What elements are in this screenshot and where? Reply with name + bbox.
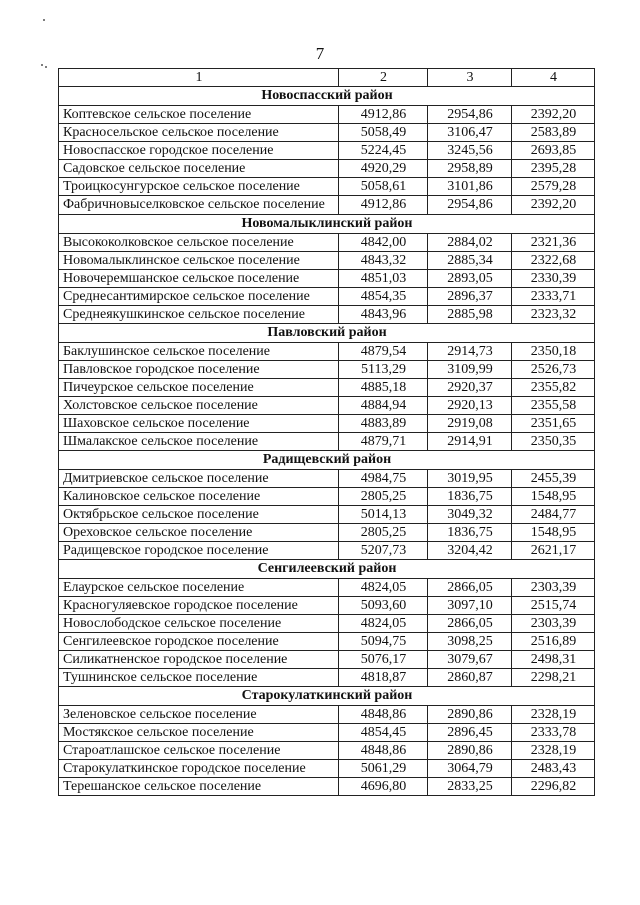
value-col-2: 4912,86 xyxy=(339,106,428,124)
value-col-4: 1548,95 xyxy=(512,488,595,506)
value-col-3: 2958,89 xyxy=(428,160,512,178)
table-row xyxy=(59,306,595,324)
value-col-2: 4848,86 xyxy=(339,742,428,760)
table-row xyxy=(59,124,595,142)
value-col-2: 5014,13 xyxy=(339,506,428,524)
value-col-3: 3019,95 xyxy=(428,470,512,488)
settlement-name: Павловское городское поселение xyxy=(59,361,339,379)
table-row xyxy=(59,488,595,506)
settlement-name: Красносельское сельское поселение xyxy=(59,124,339,142)
value-col-3: 2896,45 xyxy=(428,724,512,742)
settlement-name: Терешанское сельское поселение xyxy=(59,778,339,796)
settlement-name: Новослободское сельское поселение xyxy=(59,615,339,633)
table-row xyxy=(59,542,595,560)
table-row xyxy=(59,343,595,361)
value-col-3: 2893,05 xyxy=(428,270,512,288)
table-row xyxy=(59,669,595,687)
value-col-4: 2516,89 xyxy=(512,633,595,651)
column-header-row xyxy=(59,69,595,87)
value-col-3: 3079,67 xyxy=(428,651,512,669)
table-row xyxy=(59,196,595,215)
value-col-3: 2896,37 xyxy=(428,288,512,306)
table-row xyxy=(59,252,595,270)
value-col-4: 2515,74 xyxy=(512,597,595,615)
district-name: Новомалыклинский район xyxy=(59,215,595,234)
settlement-name: Ореховское сельское поселение xyxy=(59,524,339,542)
table-row xyxy=(59,470,595,488)
settlement-name: Высококолковское сельское поселение xyxy=(59,234,339,252)
value-col-3: 3049,32 xyxy=(428,506,512,524)
value-col-4: 2693,85 xyxy=(512,142,595,160)
value-col-2: 5076,17 xyxy=(339,651,428,669)
table-row xyxy=(59,724,595,742)
district-header-row xyxy=(59,687,595,706)
value-col-2: 4885,18 xyxy=(339,379,428,397)
value-col-4: 2333,71 xyxy=(512,288,595,306)
table-row xyxy=(59,379,595,397)
value-col-2: 4843,96 xyxy=(339,306,428,324)
table-row xyxy=(59,506,595,524)
value-col-4: 2579,28 xyxy=(512,178,595,196)
value-col-3: 2885,34 xyxy=(428,252,512,270)
table-row xyxy=(59,234,595,252)
value-col-2: 5058,61 xyxy=(339,178,428,196)
table-row xyxy=(59,760,595,778)
table-row xyxy=(59,778,595,796)
district-name: Новоспасский район xyxy=(59,87,595,106)
value-col-2: 4920,29 xyxy=(339,160,428,178)
table-row xyxy=(59,415,595,433)
tariff-table xyxy=(58,68,595,796)
value-col-3: 2885,98 xyxy=(428,306,512,324)
table-body xyxy=(59,87,595,796)
value-col-3: 2890,86 xyxy=(428,742,512,760)
value-col-4: 2328,19 xyxy=(512,706,595,724)
table-row xyxy=(59,397,595,415)
value-col-2: 4818,87 xyxy=(339,669,428,687)
value-col-3: 2954,86 xyxy=(428,106,512,124)
value-col-2: 4824,05 xyxy=(339,579,428,597)
district-name: Сенгилеевский район xyxy=(59,560,595,579)
scan-speck xyxy=(41,64,43,66)
table-row xyxy=(59,651,595,669)
table-row xyxy=(59,288,595,306)
value-col-3: 3106,47 xyxy=(428,124,512,142)
value-col-3: 1836,75 xyxy=(428,524,512,542)
district-name: Старокулаткинский район xyxy=(59,687,595,706)
value-col-2: 4879,54 xyxy=(339,343,428,361)
settlement-name: Коптевское сельское поселение xyxy=(59,106,339,124)
table-row xyxy=(59,106,595,124)
settlement-name: Сенгилеевское городское поселение xyxy=(59,633,339,651)
table-row xyxy=(59,178,595,196)
value-col-3: 2919,08 xyxy=(428,415,512,433)
value-col-2: 5207,73 xyxy=(339,542,428,560)
value-col-2: 4854,45 xyxy=(339,724,428,742)
settlement-name: Старокулаткинское городское поселение xyxy=(59,760,339,778)
value-col-2: 5093,60 xyxy=(339,597,428,615)
settlement-name: Тушнинское сельское поселение xyxy=(59,669,339,687)
district-name: Павловский район xyxy=(59,324,595,343)
value-col-2: 4912,86 xyxy=(339,196,428,215)
settlement-name: Калиновское сельское поселение xyxy=(59,488,339,506)
value-col-3: 3109,99 xyxy=(428,361,512,379)
value-col-3: 2954,86 xyxy=(428,196,512,215)
value-col-4: 2526,73 xyxy=(512,361,595,379)
settlement-name: Мостякское сельское поселение xyxy=(59,724,339,742)
value-col-2: 2805,25 xyxy=(339,524,428,542)
settlement-name: Октябрьское сельское поселение xyxy=(59,506,339,524)
value-col-4: 2351,65 xyxy=(512,415,595,433)
value-col-4: 2455,39 xyxy=(512,470,595,488)
settlement-name: Троицкосунгурское сельское поселение xyxy=(59,178,339,196)
table-row xyxy=(59,433,595,451)
column-header-3: 3 xyxy=(428,69,512,87)
settlement-name: Шаховское сельское поселение xyxy=(59,415,339,433)
settlement-name: Красногуляевское городское поселение xyxy=(59,597,339,615)
value-col-3: 3245,56 xyxy=(428,142,512,160)
settlement-name: Холстовское сельское поселение xyxy=(59,397,339,415)
table-row xyxy=(59,361,595,379)
value-col-3: 2890,86 xyxy=(428,706,512,724)
value-col-2: 5113,29 xyxy=(339,361,428,379)
value-col-4: 2355,82 xyxy=(512,379,595,397)
value-col-3: 3064,79 xyxy=(428,760,512,778)
district-header-row xyxy=(59,87,595,106)
settlement-name: Садовское сельское поселение xyxy=(59,160,339,178)
value-col-2: 5061,29 xyxy=(339,760,428,778)
settlement-name: Зеленовское сельское поселение xyxy=(59,706,339,724)
value-col-2: 4848,86 xyxy=(339,706,428,724)
settlement-name: Баклушинское сельское поселение xyxy=(59,343,339,361)
table-row xyxy=(59,633,595,651)
value-col-4: 2303,39 xyxy=(512,579,595,597)
value-col-4: 2621,17 xyxy=(512,542,595,560)
value-col-4: 2333,78 xyxy=(512,724,595,742)
table-row xyxy=(59,524,595,542)
value-col-2: 4883,89 xyxy=(339,415,428,433)
value-col-2: 4824,05 xyxy=(339,615,428,633)
value-col-4: 2350,18 xyxy=(512,343,595,361)
value-col-4: 2484,77 xyxy=(512,506,595,524)
settlement-name: Шмалакское сельское поселение xyxy=(59,433,339,451)
value-col-4: 2303,39 xyxy=(512,615,595,633)
value-col-3: 2884,02 xyxy=(428,234,512,252)
settlement-name: Елаурское сельское поселение xyxy=(59,579,339,597)
value-col-4: 2583,89 xyxy=(512,124,595,142)
value-col-4: 1548,95 xyxy=(512,524,595,542)
value-col-2: 4884,94 xyxy=(339,397,428,415)
value-col-3: 1836,75 xyxy=(428,488,512,506)
value-col-2: 5224,45 xyxy=(339,142,428,160)
value-col-3: 2860,87 xyxy=(428,669,512,687)
value-col-4: 2322,68 xyxy=(512,252,595,270)
district-header-row xyxy=(59,324,595,343)
value-col-4: 2328,19 xyxy=(512,742,595,760)
value-col-2: 4843,32 xyxy=(339,252,428,270)
scan-speck xyxy=(45,66,47,68)
value-col-4: 2330,39 xyxy=(512,270,595,288)
value-col-4: 2483,43 xyxy=(512,760,595,778)
table-row xyxy=(59,597,595,615)
value-col-2: 4696,80 xyxy=(339,778,428,796)
value-col-3: 3098,25 xyxy=(428,633,512,651)
table-row xyxy=(59,706,595,724)
value-col-2: 4854,35 xyxy=(339,288,428,306)
settlement-name: Новоспасское городское поселение xyxy=(59,142,339,160)
table-row xyxy=(59,160,595,178)
district-name: Радищевский район xyxy=(59,451,595,470)
value-col-4: 2498,31 xyxy=(512,651,595,669)
value-col-4: 2323,32 xyxy=(512,306,595,324)
settlement-name: Новочеремшанское сельское поселение xyxy=(59,270,339,288)
value-col-2: 5058,49 xyxy=(339,124,428,142)
value-col-2: 4984,75 xyxy=(339,470,428,488)
column-header-4: 4 xyxy=(512,69,595,87)
value-col-3: 3101,86 xyxy=(428,178,512,196)
value-col-2: 4851,03 xyxy=(339,270,428,288)
table-row xyxy=(59,742,595,760)
value-col-4: 2392,20 xyxy=(512,196,595,215)
value-col-2: 4842,00 xyxy=(339,234,428,252)
settlement-name: Староатлашское сельское поселение xyxy=(59,742,339,760)
table-row xyxy=(59,270,595,288)
value-col-2: 2805,25 xyxy=(339,488,428,506)
value-col-3: 2866,05 xyxy=(428,615,512,633)
value-col-4: 2321,36 xyxy=(512,234,595,252)
column-header-1: 1 xyxy=(59,69,339,87)
settlement-name: Среднеякушкинское сельское поселение xyxy=(59,306,339,324)
district-header-row xyxy=(59,560,595,579)
settlement-name: Пичеурское сельское поселение xyxy=(59,379,339,397)
value-col-4: 2350,35 xyxy=(512,433,595,451)
settlement-name: Силикатненское городское поселение xyxy=(59,651,339,669)
settlement-name: Среднесантимирское сельское поселение xyxy=(59,288,339,306)
scan-speck xyxy=(43,19,45,21)
value-col-3: 3204,42 xyxy=(428,542,512,560)
value-col-3: 2920,37 xyxy=(428,379,512,397)
district-header-row xyxy=(59,451,595,470)
settlement-name: Радищевское городское поселение xyxy=(59,542,339,560)
value-col-4: 2298,21 xyxy=(512,669,595,687)
value-col-3: 3097,10 xyxy=(428,597,512,615)
value-col-3: 2914,91 xyxy=(428,433,512,451)
settlement-name: Фабричновыселковское сельское поселение xyxy=(59,196,339,215)
page-number: 7 xyxy=(315,44,325,63)
value-col-3: 2920,13 xyxy=(428,397,512,415)
district-header-row xyxy=(59,215,595,234)
value-col-2: 4879,71 xyxy=(339,433,428,451)
value-col-3: 2914,73 xyxy=(428,343,512,361)
table-row xyxy=(59,615,595,633)
value-col-4: 2355,58 xyxy=(512,397,595,415)
column-header-2: 2 xyxy=(339,69,428,87)
table-row xyxy=(59,142,595,160)
value-col-4: 2395,28 xyxy=(512,160,595,178)
value-col-4: 2296,82 xyxy=(512,778,595,796)
value-col-2: 5094,75 xyxy=(339,633,428,651)
value-col-3: 2866,05 xyxy=(428,579,512,597)
settlement-name: Дмитриевское сельское поселение xyxy=(59,470,339,488)
settlement-name: Новомалыклинское сельское поселение xyxy=(59,252,339,270)
table-row xyxy=(59,579,595,597)
value-col-4: 2392,20 xyxy=(512,106,595,124)
value-col-3: 2833,25 xyxy=(428,778,512,796)
